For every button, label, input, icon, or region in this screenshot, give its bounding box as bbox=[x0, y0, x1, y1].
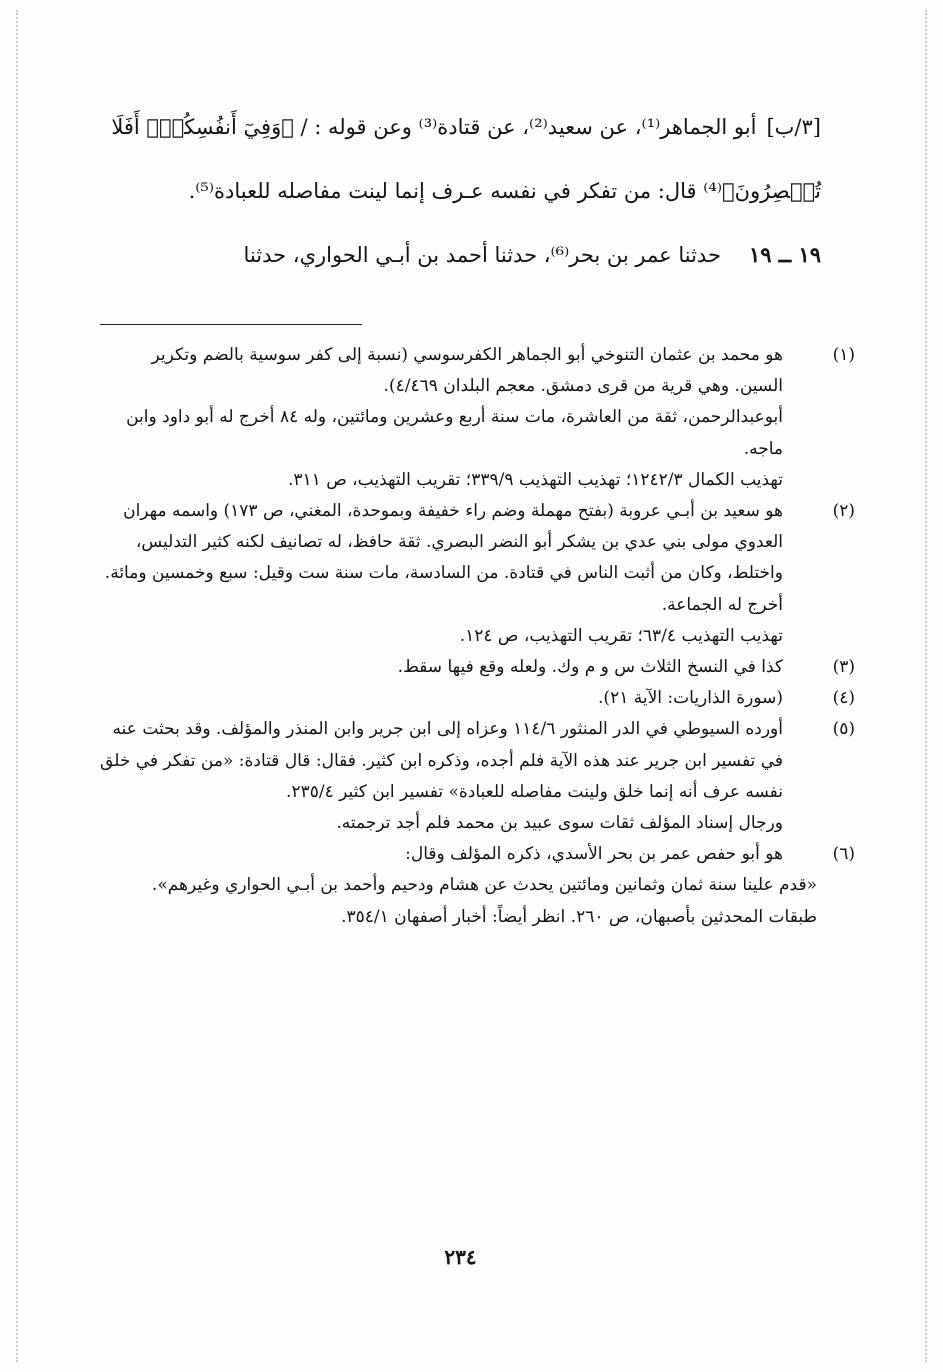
footnote-paragraph: (سورة الذاريات: الآية ٢١). bbox=[598, 688, 783, 709]
footnote-6 bbox=[100, 839, 855, 870]
footnotes bbox=[100, 340, 855, 933]
footnote-paragraph: أورده السيوطي في الدر المنثور ١١٤/٦ وعزاه إلى ابن جرير وابن المنذر والمؤلف. وقد بحثت عنه في تفسير ابن جرير عند هذه الآية فلم أجده، وذكره ابن كثير. فقال: قال قتادة: «من تفكر في خلق نفسه عرف أنه إنما خلق ولينت مفاصله للعبادة» تفسير ابن كثير ٢٣٥/٤. bbox=[100, 719, 783, 802]
footnote-paragraph: «قدم علينا سنة ثمان وثمانين ومائتين يحدث عن هشام ودحيم وأحمد بن أبـي الحواري وغيرهم». bbox=[151, 875, 817, 896]
footnote-number: (٣) bbox=[832, 657, 855, 678]
footnote-1 bbox=[100, 340, 855, 496]
left-dotted-margin bbox=[16, 10, 18, 1362]
footnote-number: (٤) bbox=[832, 688, 855, 709]
footnote-paragraph: طبقات المحدثين بأصبهان، ص ٢٦٠. انظر أيضاً: أخبار أصفهان ٣٥٤/١. bbox=[341, 906, 817, 927]
footnote-5 bbox=[100, 714, 855, 839]
footnote-paragraph: هو محمد بن عثمان التنوخي أبو الجماهر الكفرسوسي (نسبة إلى كفر سوسية بالضم وتكرير السين. وهي قرية من قرى دمشق. معجم البلدان ٤/٤٦٩). bbox=[151, 345, 783, 397]
footnote-paragraph: هو أبو حفص عمر بن بحر الأسدي، ذكره المؤلف وقال: bbox=[405, 844, 783, 865]
footnote-paragraph: تهذيب التهذيب ٦٣/٤؛ تقريب التهذيب، ص ١٢٤. bbox=[459, 625, 783, 646]
footnote-separator bbox=[100, 324, 362, 325]
main-text bbox=[100, 95, 821, 287]
footnote-number: (٢) bbox=[832, 501, 855, 522]
footnote-paragraph: تهذيب الكمال ١٢٤٢/٣؛ تهذيب التهذيب ٣٣٩/٩؛ تقريب التهذيب، ص ٣١١. bbox=[287, 469, 783, 490]
footnote-number: (٦) bbox=[832, 844, 855, 865]
footnote-number: (٥) bbox=[832, 719, 855, 740]
main-line-2: تُبۡصِرُونَ﴾⁽⁴⁾ قال: من تفكر في نفسه عـرف إنما لينت مفاصله للعبادة⁽⁵⁾. bbox=[188, 179, 821, 203]
folio-marker: [٣/ب] bbox=[766, 115, 821, 139]
main-line-3 bbox=[100, 223, 821, 287]
main-line-1-text: أبو الجماهر⁽¹⁾، عن سعيد⁽²⁾، عن قتادة⁽³⁾ وعن قوله : / ﴿وَفِيٓ أَنفُسِكُمۡۚ أَفَلَا bbox=[111, 115, 757, 139]
book-page bbox=[100, 95, 855, 1269]
main-line-3-text: حدثنا عمر بن بحر⁽⁶⁾، حدثنا أحمد بن أبـي الحواري، حدثنا bbox=[243, 243, 721, 267]
right-dotted-margin bbox=[925, 10, 927, 1362]
footnote-3 bbox=[100, 652, 855, 683]
footnote-4 bbox=[100, 683, 855, 714]
footnote-paragraph: أبوعبدالرحمن، ثقة من العاشرة، مات سنة أربع وعشرين ومائتين، وله ٨٤ أخرج له أبو داود وابن ماجه. bbox=[126, 407, 783, 459]
page-number: ٢٣٤ bbox=[444, 1245, 477, 1269]
hadith-number: ١٩ ــ ١٩ bbox=[748, 242, 821, 267]
main-line-1 bbox=[100, 95, 821, 159]
footnote-6-continued bbox=[100, 870, 821, 932]
footnote-paragraph: كذا في النسخ الثلاث س و م وك. ولعله وقع فيها سقط. bbox=[397, 657, 783, 678]
footnote-paragraph: ورجال إسناد المؤلف ثقات سوى عبيد بن محمد فلم أجد ترجمته. bbox=[336, 813, 783, 834]
footnote-2 bbox=[100, 496, 855, 652]
footnote-paragraph: هو سعيد بن أبـي عروبة (بفتح مهملة وضم راء خفيفة وبموحدة، المغني، ص ١٧٣) واسمه مهران العدوي مولى بني عدي بن يشكر أبو النضر البصري. ثقة حافظ، له تصانيف لكنه كثير التدليس، واختلط، وكان من أثبت الناس في قتادة. من السادسة، مات سنة ست وقيل: سبع وخمسين ومائة. أخرج له الجماعة. bbox=[104, 501, 783, 615]
footnote-number: (١) bbox=[832, 345, 855, 365]
